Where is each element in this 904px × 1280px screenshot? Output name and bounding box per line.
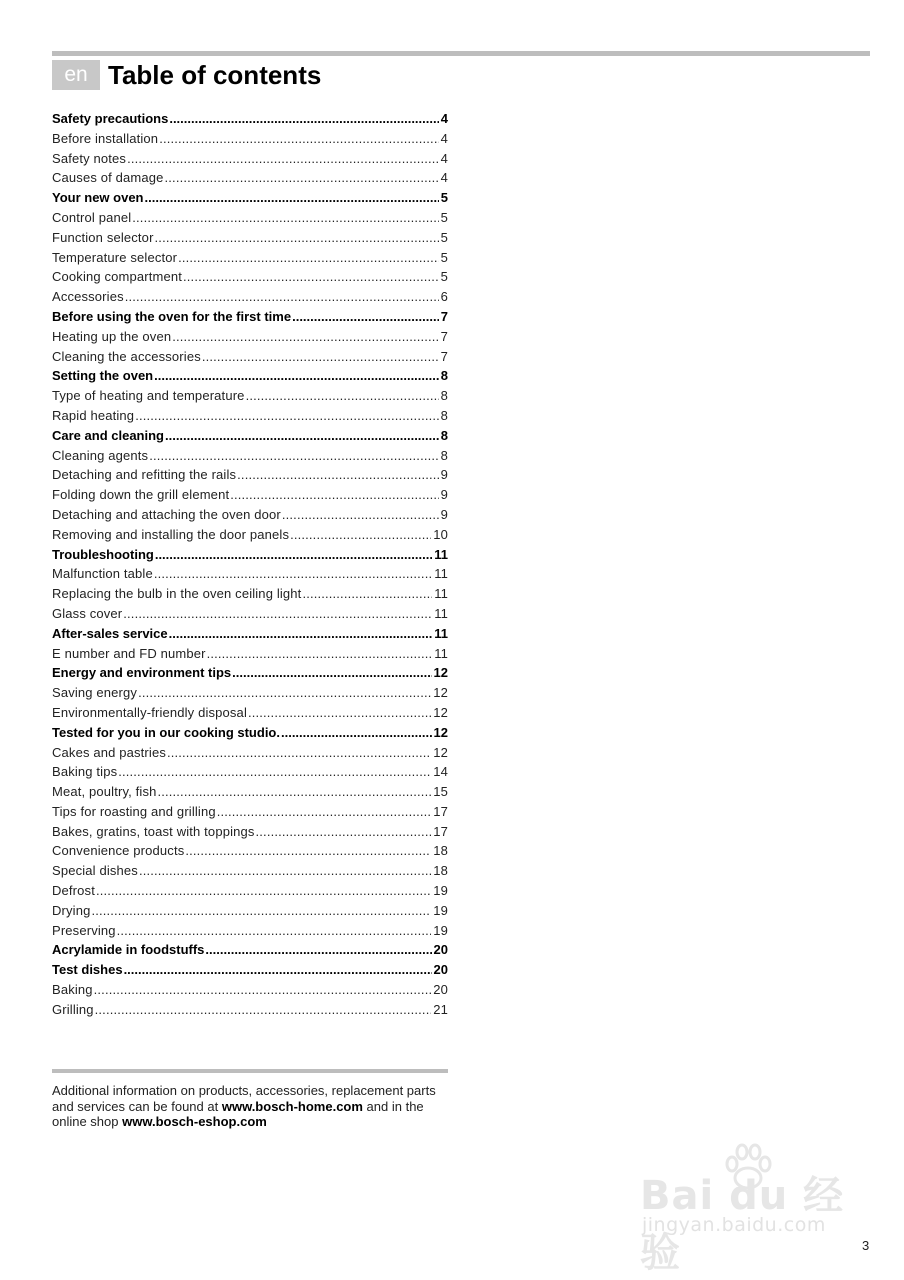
footer-divider [52, 1069, 448, 1073]
table-of-contents [52, 109, 448, 1020]
toc-dot-leader [217, 802, 432, 822]
toc-dot-leader [178, 248, 438, 268]
toc-section-entry[interactable] [52, 723, 448, 743]
toc-entry-label: Accessories [52, 289, 124, 305]
bosch-eshop-link[interactable]: www.bosch-eshop.com [122, 1114, 267, 1129]
toc-entry-label: Detaching and attaching the oven door [52, 506, 281, 522]
toc-section-entry[interactable] [52, 366, 448, 386]
toc-subsection-entry[interactable] [52, 683, 448, 703]
toc-subsection-entry[interactable] [52, 267, 448, 287]
toc-entry-label: Tested for you in our cooking studio. [52, 724, 280, 740]
toc-subsection-entry[interactable] [52, 644, 448, 664]
toc-page-number: 12 [433, 704, 448, 720]
toc-entry-label: Safety notes [52, 150, 127, 166]
toc-page-number: 18 [433, 863, 448, 879]
toc-entry-label: Heating up the oven [52, 328, 172, 344]
toc-dot-leader [139, 861, 431, 881]
toc-subsection-entry[interactable] [52, 584, 448, 604]
toc-entry-label: Troubleshooting [52, 546, 154, 562]
toc-dot-leader [183, 267, 439, 287]
toc-entry-label: Rapid heating [52, 407, 135, 423]
toc-dot-leader [135, 406, 438, 426]
toc-dot-leader [117, 921, 432, 941]
toc-page-number: 12 [433, 685, 448, 701]
toc-entry-label: Before installation [52, 130, 159, 146]
toc-subsection-entry[interactable] [52, 485, 448, 505]
toc-dot-leader [246, 386, 439, 406]
top-divider [52, 51, 870, 56]
toc-dot-leader [165, 168, 439, 188]
toc-subsection-entry[interactable] [52, 743, 448, 763]
toc-dot-leader [185, 841, 431, 861]
toc-page-number: 20 [433, 942, 448, 958]
toc-subsection-entry[interactable] [52, 861, 448, 881]
toc-page-number: 20 [433, 962, 448, 978]
toc-dot-leader [132, 208, 438, 228]
toc-entry-label: Cleaning agents [52, 447, 149, 463]
footer-text-1: Additional information on products, accessories, replacement parts and services can be found at [52, 1083, 436, 1114]
toc-dot-leader [118, 762, 431, 782]
toc-entry-label: Your new oven [52, 190, 144, 206]
toc-entry-label: Grilling [52, 1001, 94, 1017]
toc-page-number: 4 [440, 111, 448, 126]
toc-page-number: 15 [433, 784, 448, 800]
page-number: 3 [862, 1238, 870, 1253]
page-title: Table of contents [108, 60, 322, 90]
toc-entry-label: Saving energy [52, 685, 138, 701]
toc-page-number: 11 [434, 566, 448, 582]
toc-dot-leader [155, 228, 439, 248]
toc-dot-leader [302, 584, 432, 604]
toc-page-number: 7 [440, 308, 448, 324]
toc-entry-label: E number and FD number [52, 645, 206, 661]
toc-section-entry[interactable] [52, 307, 448, 327]
toc-dot-leader [155, 545, 432, 565]
toc-entry-label: Baking [52, 982, 93, 998]
toc-entry-label: Defrost [52, 883, 95, 899]
toc-entry-label: Care and cleaning [52, 427, 164, 443]
toc-subsection-entry[interactable] [52, 921, 448, 941]
toc-subsection-entry[interactable] [52, 168, 448, 188]
toc-dot-leader [124, 960, 432, 980]
toc-dot-leader [123, 604, 432, 624]
toc-subsection-entry[interactable] [52, 802, 448, 822]
toc-page-number: 12 [433, 744, 448, 760]
toc-dot-leader [232, 663, 431, 683]
toc-dot-leader [169, 109, 438, 129]
toc-page-number: 5 [440, 190, 448, 206]
toc-dot-leader [167, 743, 431, 763]
toc-section-entry[interactable] [52, 960, 448, 980]
toc-subsection-entry[interactable] [52, 703, 448, 723]
toc-subsection-entry[interactable] [52, 505, 448, 525]
toc-dot-leader [282, 505, 439, 525]
toc-dot-leader [138, 683, 431, 703]
toc-page-number: 4 [440, 170, 448, 186]
toc-dot-leader [172, 327, 438, 347]
toc-dot-leader [230, 485, 438, 505]
toc-subsection-entry[interactable] [52, 149, 448, 169]
toc-subsection-entry[interactable] [52, 841, 448, 861]
toc-dot-leader [292, 307, 439, 327]
toc-page-number: 9 [440, 467, 448, 483]
toc-subsection-entry[interactable] [52, 881, 448, 901]
toc-dot-leader [165, 426, 439, 446]
toc-page-number: 5 [440, 249, 448, 265]
toc-subsection-entry[interactable] [52, 347, 448, 367]
toc-dot-leader [157, 782, 431, 802]
toc-dot-leader [207, 644, 433, 664]
toc-subsection-entry[interactable] [52, 782, 448, 802]
toc-dot-leader [95, 1000, 432, 1020]
toc-entry-label: Bakes, gratins, toast with toppings [52, 823, 255, 839]
toc-dot-leader [149, 446, 438, 466]
toc-page-number: 11 [434, 586, 448, 602]
toc-page-number: 5 [440, 209, 448, 225]
toc-page-number: 19 [433, 902, 448, 918]
toc-page-number: 5 [440, 229, 448, 245]
toc-page-number: 12 [433, 724, 448, 740]
toc-dot-leader [169, 624, 433, 644]
toc-entry-label: Removing and installing the door panels [52, 526, 290, 542]
toc-subsection-entry[interactable] [52, 465, 448, 485]
toc-subsection-entry[interactable] [52, 228, 448, 248]
toc-entry-label: Baking tips [52, 764, 118, 780]
toc-page-number: 20 [433, 982, 448, 998]
toc-subsection-entry[interactable] [52, 248, 448, 268]
toc-entry-label: Special dishes [52, 863, 138, 879]
toc-entry-label: Tips for roasting and grilling [52, 803, 216, 819]
toc-entry-label: Test dishes [52, 962, 123, 978]
toc-dot-leader [281, 723, 432, 743]
toc-section-entry[interactable] [52, 545, 448, 565]
toc-page-number: 7 [440, 328, 448, 344]
toc-subsection-entry[interactable] [52, 1000, 448, 1020]
toc-subsection-entry[interactable] [52, 822, 448, 842]
toc-dot-leader [125, 287, 439, 307]
toc-dot-leader [248, 703, 431, 723]
toc-page-number: 19 [433, 883, 448, 899]
toc-entry-label: Control panel [52, 209, 132, 225]
toc-subsection-entry[interactable] [52, 446, 448, 466]
toc-entry-label: Type of heating and temperature [52, 388, 245, 404]
toc-entry-label: Safety precautions [52, 111, 169, 126]
toc-entry-label: Environmentally-friendly disposal [52, 704, 247, 720]
toc-entry-label: Energy and environment tips [52, 665, 232, 681]
toc-page-number: 11 [434, 645, 448, 661]
toc-subsection-entry[interactable] [52, 980, 448, 1000]
toc-entry-label: Causes of damage [52, 170, 164, 186]
toc-entry-label: Convenience products [52, 843, 185, 859]
toc-entry-label: Drying [52, 902, 91, 918]
watermark-logo: Bai du 经验 [640, 1173, 845, 1276]
toc-page-number: 17 [433, 823, 448, 839]
toc-entry-label: Cakes and pastries [52, 744, 166, 760]
toc-entry-label: Temperature selector [52, 249, 178, 265]
toc-dot-leader [127, 149, 439, 169]
toc-entry-label: Acrylamide in foodstuffs [52, 942, 205, 958]
toc-page-number: 9 [440, 506, 448, 522]
toc-dot-leader [94, 980, 432, 1000]
toc-page-number: 4 [440, 150, 448, 166]
toc-page-number: 8 [440, 368, 448, 384]
toc-page-number: 4 [440, 130, 448, 146]
toc-page-number: 14 [433, 764, 448, 780]
toc-subsection-entry[interactable] [52, 208, 448, 228]
toc-entry-label: Cleaning the accessories [52, 348, 201, 364]
toc-entry-label: Malfunction table [52, 566, 153, 582]
toc-entry-label: Glass cover [52, 605, 123, 621]
toc-subsection-entry[interactable] [52, 901, 448, 921]
toc-page-number: 7 [440, 348, 448, 364]
toc-entry-label: After-sales service [52, 625, 168, 641]
toc-dot-leader [290, 525, 431, 545]
toc-subsection-entry[interactable] [52, 129, 448, 149]
toc-subsection-entry[interactable] [52, 762, 448, 782]
additional-info-note [52, 1083, 452, 1130]
toc-page-number: 8 [440, 447, 448, 463]
toc-page-number: 9 [440, 487, 448, 503]
toc-dot-leader [202, 347, 439, 367]
toc-entry-label: Preserving [52, 922, 116, 938]
toc-entry-label: Cooking compartment [52, 269, 183, 285]
toc-dot-leader [205, 940, 431, 960]
toc-entry-label: Folding down the grill element [52, 487, 230, 503]
toc-entry-label: Before using the oven for the first time [52, 308, 292, 324]
footer-text-2: and in the online shop [52, 1098, 424, 1129]
toc-section-entry[interactable] [52, 426, 448, 446]
toc-section-entry[interactable] [52, 109, 448, 129]
toc-entry-label: Setting the oven [52, 368, 154, 384]
toc-dot-leader [237, 465, 438, 485]
toc-page-number: 18 [433, 843, 448, 859]
toc-subsection-entry[interactable] [52, 287, 448, 307]
toc-subsection-entry[interactable] [52, 406, 448, 426]
toc-page-number: 8 [440, 388, 448, 404]
toc-section-entry[interactable] [52, 940, 448, 960]
toc-dot-leader [96, 881, 431, 901]
toc-page-number: 10 [433, 526, 448, 542]
toc-page-number: 11 [434, 546, 448, 562]
toc-dot-leader [256, 822, 432, 842]
toc-page-number: 11 [434, 605, 448, 621]
toc-page-number: 17 [433, 803, 448, 819]
toc-dot-leader [159, 129, 438, 149]
toc-section-entry[interactable] [52, 188, 448, 208]
bosch-home-link[interactable]: www.bosch-home.com [221, 1098, 363, 1114]
toc-section-entry[interactable] [52, 663, 448, 683]
toc-subsection-entry[interactable] [52, 386, 448, 406]
toc-page-number: 19 [433, 922, 448, 938]
toc-dot-leader [154, 366, 439, 386]
baidu-watermark [640, 1142, 850, 1276]
toc-subsection-entry[interactable] [52, 525, 448, 545]
toc-subsection-entry[interactable] [52, 604, 448, 624]
toc-dot-leader [91, 901, 431, 921]
toc-dot-leader [154, 564, 432, 584]
toc-subsection-entry[interactable] [52, 564, 448, 584]
watermark-url: jingyan.baidu.com [642, 1214, 826, 1236]
toc-entry-label: Meat, poultry, fish [52, 784, 157, 800]
toc-dot-leader [145, 188, 439, 208]
toc-page-number: 11 [434, 625, 448, 641]
page-header [52, 60, 321, 90]
toc-page-number: 8 [440, 407, 448, 423]
toc-page-number: 8 [440, 427, 448, 443]
toc-entry-label: Detaching and refitting the rails [52, 467, 237, 483]
toc-section-entry[interactable] [52, 624, 448, 644]
toc-page-number: 21 [433, 1001, 448, 1017]
toc-page-number: 12 [433, 665, 448, 681]
toc-entry-label: Replacing the bulb in the oven ceiling light [52, 586, 302, 602]
toc-page-number: 6 [440, 289, 448, 305]
language-tag: en [52, 60, 100, 90]
toc-entry-label: Function selector [52, 229, 154, 245]
toc-subsection-entry[interactable] [52, 327, 448, 347]
toc-page-number: 5 [440, 269, 448, 285]
